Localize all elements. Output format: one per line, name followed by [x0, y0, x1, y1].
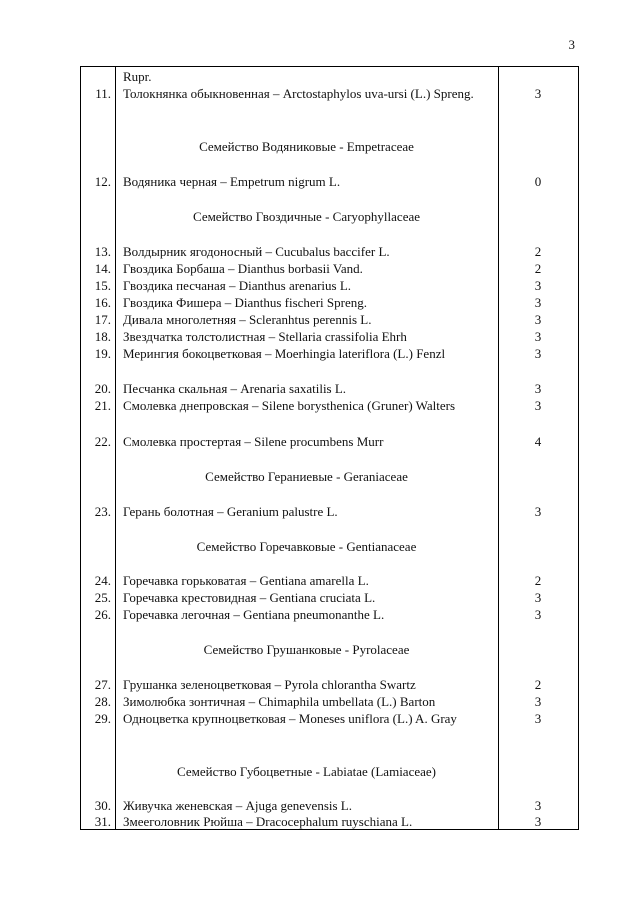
status-value: 2 — [534, 244, 542, 259]
status-value: 3 — [534, 86, 542, 101]
family-heading: Семейство Горечавковые - Gentianaceae — [196, 539, 417, 554]
status-value: 2 — [534, 573, 542, 588]
status-value: 3 — [534, 295, 542, 310]
status-value: 2 — [534, 677, 542, 692]
species-name: Горечавка легочная – Gentiana pneumonanthe L. — [123, 607, 385, 622]
row-number: 18. — [94, 329, 111, 344]
row-number: 30. — [94, 798, 111, 813]
status-value: 3 — [534, 381, 542, 396]
species-name: Грушанка зеленоцветковая – Pyrola chlorantha Swartz — [123, 677, 416, 692]
row-number: 15. — [94, 278, 111, 293]
status-value: 3 — [534, 312, 542, 327]
family-heading: Семейство Губоцветные - Labiatae (Lamiaceae) — [177, 764, 436, 779]
status-value: 4 — [534, 434, 542, 449]
family-heading: Семейство Гераниевые - Geraniaceae — [205, 469, 408, 484]
row-number: 20. — [94, 381, 111, 396]
family-heading: Семейство Водяниковые - Empetraceae — [199, 139, 414, 154]
status-value: 3 — [534, 398, 542, 413]
status-value: 0 — [534, 174, 542, 189]
species-name: Гвоздика Фишера – Dianthus fischeri Spreng. — [123, 295, 367, 310]
row-number: 24. — [94, 573, 111, 588]
species-name: Песчанка скальная – Arenaria saxatilis L. — [123, 381, 347, 396]
status-value: 3 — [534, 329, 542, 344]
species-name: Змееголовник Рюйша – Dracocephalum ruyschiana L. — [123, 814, 413, 829]
species-name: Горечавка горьковатая – Gentiana amarella L. — [123, 573, 369, 588]
row-number: 12. — [94, 174, 111, 189]
species-name: Волдырник ягодоносный – Cucubalus baccifer L. — [123, 244, 390, 259]
species-name: Водяника черная – Empetrum nigrum L. — [123, 174, 341, 189]
species-table — [80, 66, 579, 830]
species-name: Зимолюбка зонтичная – Chimaphila umbellata (L.) Barton — [123, 694, 436, 709]
family-heading: Семейство Грушанковые - Pyrolaceae — [203, 642, 410, 657]
species-name: Толокнянка обыкновенная – Arctostaphylos uva-ursi (L.) Spreng. — [123, 86, 474, 101]
species-name: Мерингия бокоцветковая – Moerhingia lateriflora (L.) Fenzl — [123, 346, 446, 361]
row-number: 23. — [94, 504, 111, 519]
row-number: 16. — [94, 295, 111, 310]
status-value: 3 — [534, 798, 542, 813]
species-name: Rupr. — [123, 69, 152, 84]
row-number: 17. — [94, 312, 111, 327]
status-value: 3 — [534, 711, 542, 726]
row-number: 28. — [94, 694, 111, 709]
row-number: 11. — [95, 86, 111, 101]
species-name: Звездчатка толстолистная – Stellaria crassifolia Ehrh — [123, 329, 407, 344]
species-name: Одноцветка крупноцветковая – Moneses uniflora (L.) A. Gray — [123, 711, 457, 726]
row-number: 14. — [94, 261, 111, 276]
species-name: Гвоздика песчаная – Dianthus arenarius L. — [123, 278, 352, 293]
species-name: Горечавка крестовидная – Gentiana cruciata L. — [123, 590, 376, 605]
page-number: 3 — [568, 37, 575, 52]
row-number: 29. — [94, 711, 111, 726]
row-number: 22. — [94, 434, 111, 449]
species-name: Гвоздика Борбаша – Dianthus borbasii Vand. — [123, 261, 363, 276]
row-number: 13. — [94, 244, 111, 259]
status-value: 3 — [534, 346, 542, 361]
row-number: 19. — [94, 346, 111, 361]
status-value: 3 — [534, 278, 542, 293]
row-number: 27. — [94, 677, 111, 692]
species-name: Смолевка днепровская – Silene borysthenica (Gruner) Walters — [123, 398, 456, 413]
species-name: Смолевка простертая – Silene procumbens Murr — [123, 434, 384, 449]
status-value: 3 — [534, 607, 542, 622]
status-value: 3 — [534, 504, 542, 519]
column-divider — [115, 67, 116, 829]
row-number: 31. — [94, 814, 111, 829]
family-heading: Семейство Гвоздичные - Caryophyllaceae — [192, 209, 421, 224]
row-number: 21. — [94, 398, 111, 413]
status-value: 3 — [534, 694, 542, 709]
row-number: 25. — [94, 590, 111, 605]
status-value: 3 — [534, 590, 542, 605]
species-name: Герань болотная – Geranium palustre L. — [123, 504, 338, 519]
status-value: 3 — [534, 814, 542, 829]
species-name: Живучка женевская – Ajuga genevensis L. — [123, 798, 352, 813]
row-number: 26. — [94, 607, 111, 622]
species-name: Дивала многолетняя – Scleranhtus perennis L. — [123, 312, 372, 327]
status-value: 2 — [534, 261, 542, 276]
